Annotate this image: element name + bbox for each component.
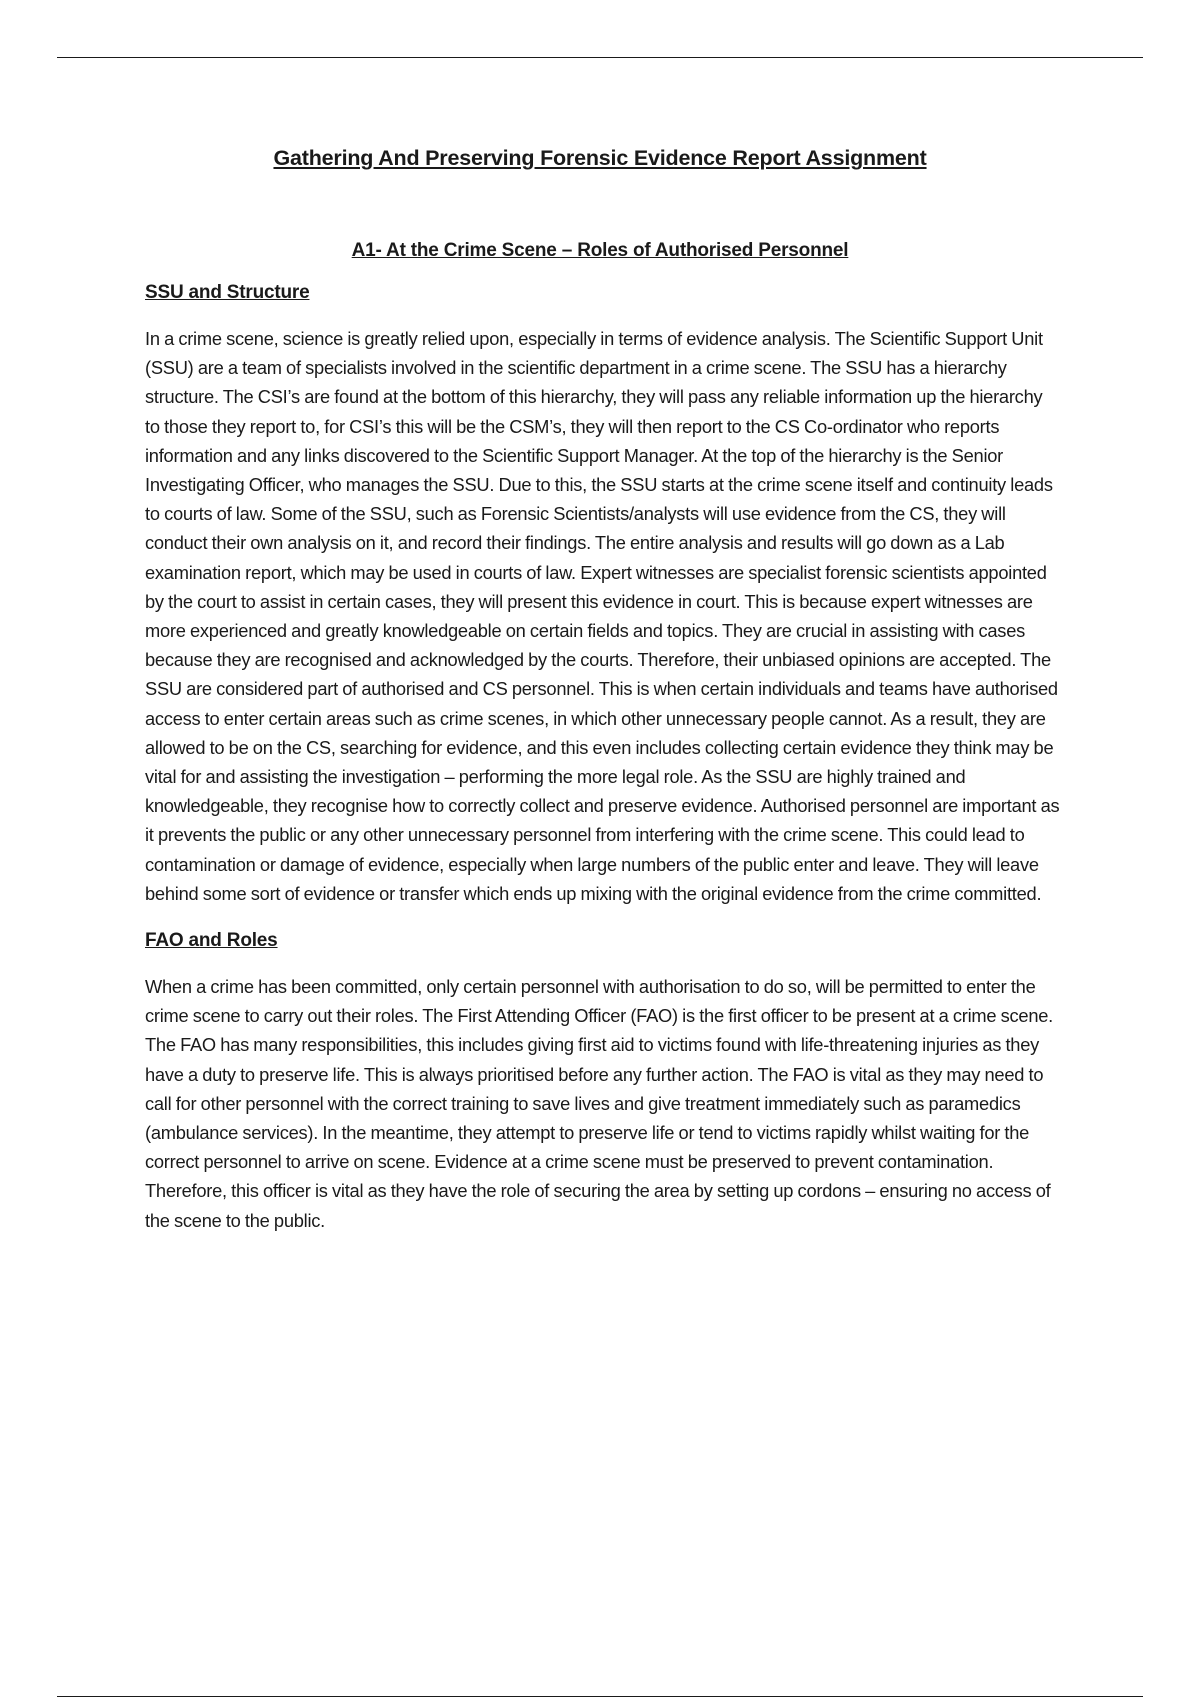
subsection-ssu-structure — [145, 282, 1060, 908]
document-body — [145, 282, 1060, 1257]
subsection-fao-roles — [145, 930, 1060, 1235]
paragraph-fao-roles: When a crime has been committed, only certain personnel with authorisation to do so, will be permitted to enter the crime scene to carry out their roles. The First Attending Officer (FAO) is the first officer to be present at a crime scene. The FAO has many responsibilities, this includes giving first aid to victims found with life-threatening injuries as they have a duty to preserve life. This is always prioritised before any further action. The FAO is vital as they may need to call for other personnel with the correct training to save lives and give treatment immediately such as paramedics (ambulance services). In the meantime, they attempt to preserve life or tend to victims rapidly whilst waiting for the correct personnel to arrive on scene. Evidence at a crime scene must be preserved to prevent contamination. Therefore, this officer is vital as they have the role of securing the area by setting up cordons – ensuring no access of the scene to the public. — [145, 976, 1053, 1231]
paragraph-ssu-structure: In a crime scene, science is greatly relied upon, especially in terms of evidence analysis. The Scientific Support Unit (SSU) are a team of specialists involved in the scientific department in a crime scene. The SSU has a hierarchy structure. The CSI’s are found at the bottom of this hierarchy, they will pass any reliable information up the hierarchy to those they report to, for CSI’s this will be the CSM’s, they will then report to the CS Co-ordinator who reports information and any links discovered to the Scientific Support Manager. At the top of the hierarchy is the Senior Investigating Officer, who manages the SSU. Due to this, the SSU starts at the crime scene itself and continuity leads to courts of law. Some of the SSU, such as Forensic Scientists/analysts will use evidence from the CS, they will conduct their own analysis on it, and record their findings. The entire analysis and results will go down as a Lab examination report, which may be used in courts of law. Expert witnesses are specialist forensic scientists appointed by the court to assist in certain cases, they will present this evidence in court. This is because expert witnesses are more experienced and greatly knowledgeable on certain fields and topics. They are crucial in assisting with cases because they are recognised and acknowledged by the courts. Therefore, their unbiased opinions are accepted. The SSU are considered part of authorised and CS personnel. This is when certain individuals and teams have authorised access to enter certain areas such as crime scenes, in which other unnecessary people cannot. As a result, they are allowed to be on the CS, searching for evidence, and this even includes collecting certain evidence they think may be vital for and assisting the investigation – performing the more legal role. As the SSU are highly trained and knowledgeable, they recognise how to correctly collect and preserve evidence. Authorised personnel are important as it prevents the public or any other unnecessary personnel from interfering with the crime scene. This could lead to contamination or damage of evidence, especially when large numbers of the public enter and leave. They will leave behind some sort of evidence or transfer which ends up mixing with the original evidence from the crime committed. — [145, 328, 1060, 904]
subheading-fao-roles: FAO and Roles — [145, 930, 278, 952]
subheading-ssu-structure: SSU and Structure — [145, 282, 310, 303]
footer-divider — [57, 1696, 1143, 1697]
section-heading: A1- At the Crime Scene – Roles of Authorised Personnel — [351, 240, 849, 261]
header-divider — [57, 57, 1143, 58]
page-title: Gathering And Preserving Forensic Evidence Report Assignment — [273, 146, 927, 170]
